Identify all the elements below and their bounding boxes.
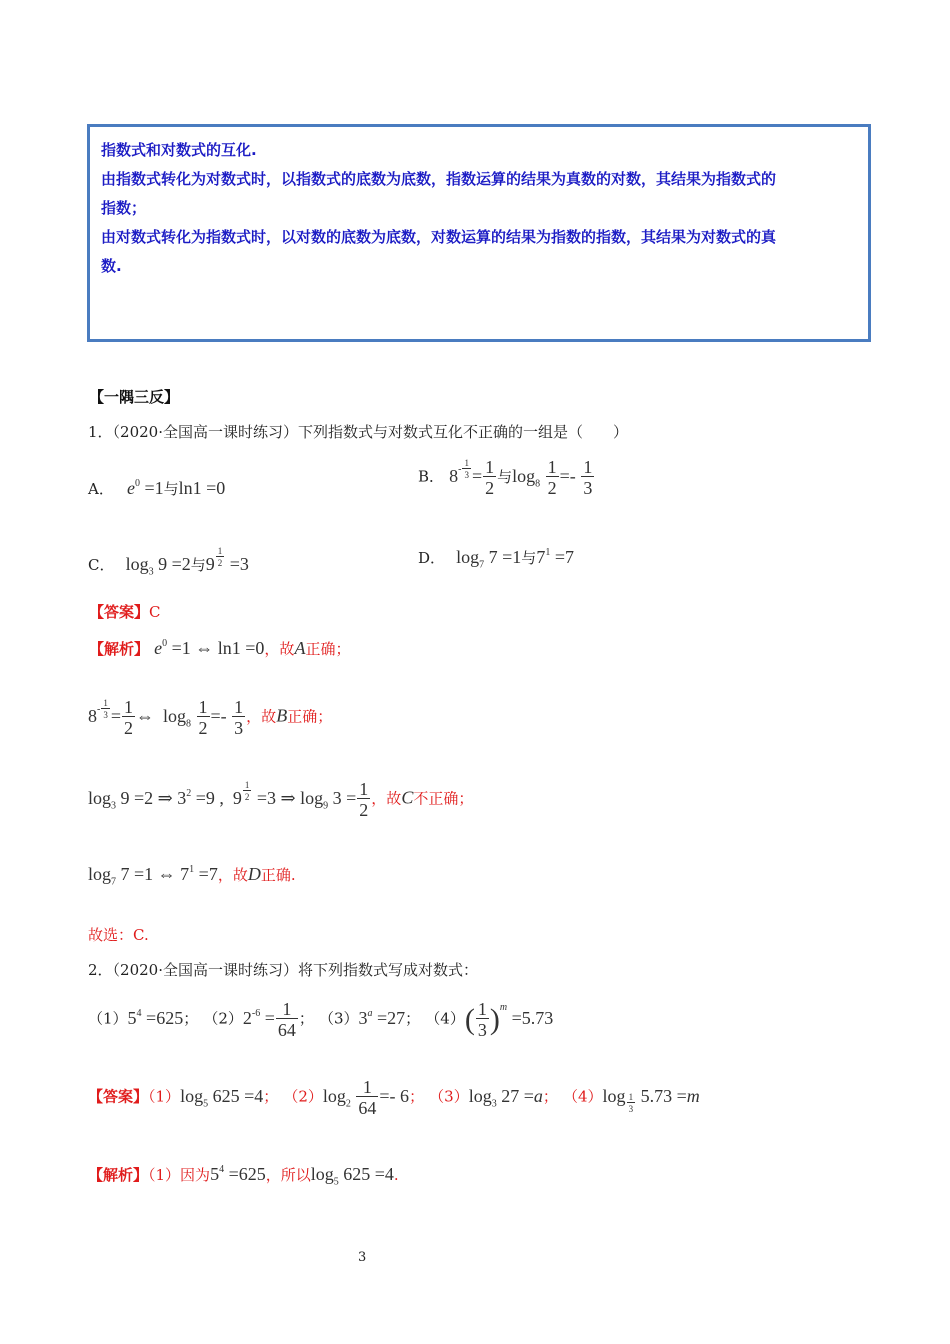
- q1-choose: 故选：C.: [88, 926, 149, 944]
- q1-stem: [88, 421, 628, 442]
- q2-part4-formula: ( $\frac{1}{3}$ )$^m$ =5.73: [464, 999, 554, 1040]
- q2-answer1-formula: $\log_5 625 =4$: [180, 1085, 264, 1110]
- q2-answer-tag: 【答案】: [88, 1087, 149, 1106]
- q1-answer-tag: 【答案】: [89, 603, 150, 621]
- option-b-label: B．: [418, 467, 445, 486]
- q2-part3-formula: $3^a =27$: [358, 1007, 406, 1028]
- q2-answer3-formula: $\log_3 27 =a$: [468, 1085, 543, 1110]
- section-title: 【一隅三反】: [89, 388, 180, 406]
- q1-answer: [89, 601, 161, 622]
- q2-analysis-formula-1: $5^4 =625$: [210, 1164, 266, 1184]
- q1-option-a[interactable]: [88, 478, 225, 499]
- q1-source: （2020·全国高一课时练习）: [112, 423, 298, 441]
- tip-line-1: 指数式和对数式的互化.: [101, 141, 257, 159]
- q1-number: 1．: [88, 423, 113, 441]
- q1-analysis-d: $\log_7 7 =1$ ⇔ $7^1 =7$，故D正确.: [88, 864, 296, 888]
- q1-answer-value: C: [149, 603, 161, 621]
- option-c-label: C．: [88, 555, 115, 574]
- q2-answer4-formula: log $_{\frac{1}{3}}$ 5.73 =m: [602, 1085, 700, 1115]
- q1-analysis-a: 【解析】 $e^0 =1$ ⇔ ln1 =0，故A正确；: [89, 638, 351, 658]
- option-d-label: D．: [418, 549, 446, 567]
- q2-answer: 【答案】$(1)\log_5$ 625 =4； $(2)\log_2$ $\frac{1}{64}$ =- 6； $(3)\log_3$ 27 =a； （4）log $_{\frac{1}{3}}$ 5.73 =m: [88, 1077, 700, 1118]
- analysis-a-formula: $e^0 =1$ ⇔ ln1 =0: [154, 638, 265, 658]
- q1-analysis-b: $8^{- \frac{1}{3}}$ = $\frac{1}{2}$ ⇔ $\log_8$ $\frac{1}{2}$ =- $\frac{1}{3}$ ，故B正确；: [88, 697, 333, 738]
- analysis-c-formula: $\log_3 9 =2$ ⇒ $3^2 =9$ , 9 $^{\frac{1}{2}}$ =3 ⇒ $\log_9 3$ = $\frac{1}{2}$: [88, 779, 369, 820]
- option-a-label: A．: [88, 480, 114, 498]
- q2-analysis: 【解析】（1）因为$5^4 =625$，所以$\log_5 625 =4$.: [88, 1164, 399, 1188]
- option-c-formula: $\log_3 9 =2$与9 $^{\frac{1}{2}}$ =3: [125, 546, 249, 578]
- q1-text: 下列指数式与对数式互化不正确的一组是（ ）: [298, 423, 629, 441]
- q1-option-c[interactable]: [88, 547, 249, 577]
- q2-analysis-tag: 【解析】: [88, 1166, 149, 1184]
- analysis-b-formula: $8^{- \frac{1}{3}}$ = $\frac{1}{2}$ ⇔ $\log_8$ $\frac{1}{2}$ =- $\frac{1}{3}$: [88, 697, 244, 738]
- page-number: 3: [358, 1250, 367, 1265]
- tip-line-4: 由对数式转化为指数式时，以对数的底数为底数，对数运算的结果为指数的指数，其结果为对数式的真: [101, 228, 777, 246]
- q1-analysis-tag: 【解析】: [89, 640, 150, 658]
- q2-number: 2．: [88, 961, 113, 979]
- option-b-formula: $8^{- \frac{1}{3}}$ = $\frac{1}{2}$ 与$\log_8$ $\frac{1}{2}$ =- $\frac{1}{3}$: [449, 457, 593, 498]
- option-a-formula: $e^0 =1$与ln1 =0: [126, 478, 226, 498]
- q2-analysis-formula-2: $\log_5 625 =4$: [310, 1164, 394, 1188]
- option-d-formula: $\log_7 7 =1$与$7^1 =7$: [456, 547, 574, 571]
- q2-stem: [88, 959, 478, 980]
- tip-box: [87, 124, 871, 342]
- analysis-d-formula: $\log_7 7 =1$ ⇔ $7^1 =7$: [88, 864, 218, 888]
- q2-source: （2020·全国高一课时练习）: [112, 961, 298, 979]
- q2-part2-formula: $2^{-6}$ = $\frac{1}{64}$: [242, 999, 296, 1040]
- q2-text: 将下列指数式写成对数式：: [298, 961, 479, 979]
- tip-line-2: 由指数式转化为对数式时，以指数式的底数为底数，指数运算的结果为真数的对数，其结果为指数式的: [101, 170, 777, 188]
- q1-analysis-c: $\log_3 9 =2$ ⇒ $3^2 =9$ , 9 $^{\frac{1}{2}}$ =3 ⇒ $\log_9 3$ = $\frac{1}{2}$ ，故C不正确；: [88, 779, 474, 820]
- q2-part1-formula: $5^4 =625$: [127, 1007, 184, 1028]
- tip-line-3: 指数；: [101, 199, 147, 217]
- q1-option-d[interactable]: [418, 547, 574, 571]
- q2-answer2-formula: $\log_2$ $\frac{1}{64}$ =- 6: [322, 1077, 410, 1118]
- tip-line-5: 数.: [101, 257, 122, 275]
- q1-option-b[interactable]: [418, 458, 595, 497]
- q2-parts: $(1)5^4 =625$； $(2)2^{-6}$ = $\frac{1}{64}$ ； $(3)3^a =27$； （4）( $\frac{1}{3}$ )$^m$ =5.73: [88, 999, 554, 1040]
